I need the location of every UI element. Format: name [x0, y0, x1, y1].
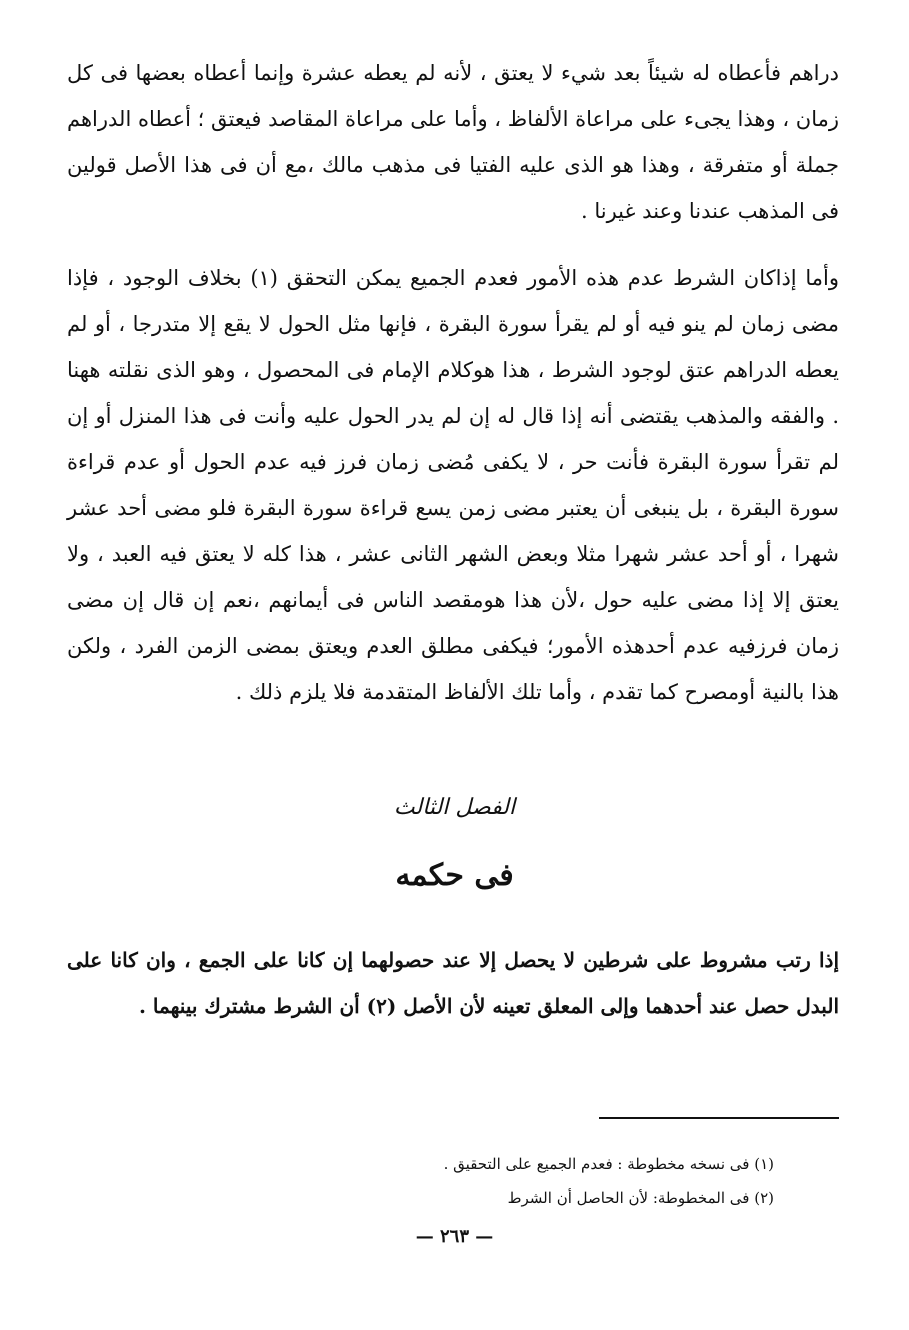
footnote-divider — [599, 1117, 839, 1119]
footnote-2: (٢) فى المخطوطة: لأن الحاصل أن الشرط — [507, 1189, 774, 1207]
rule-paragraph: إذا رتب مشروط على شرطين لا يحصل إلا عند حصولهما إن كانا على الجمع ، وان كانا على البدل حصل عند أحدهما وإلى المعلق تعينه لأن الأصل (٢) أن الشرط مشترك بينهما . — [67, 948, 839, 1018]
page-number: — ٢٦٣ — — [415, 1226, 494, 1247]
chapter-title: فى حكمه — [395, 858, 514, 893]
footnotes — [174, 1147, 774, 1215]
body-paragraph-1: دراهم فأعطاه له شيئاً بعد شيء لا يعتق ، لأنه لم يعطه عشرة وإنما أعطاه بعضها فى كل زمان ، وهذا يجىء على مراعاة الألفاظ ، وأما على مراعاة المقاصد فيعتق ؛ أعطاه الدراهم جملة أو متفرقة ، وهذا هو الذى عليه الفتيا فى مذهب مالك ،مع أن فى هذا الأصل قولين فى المذهب عندنا وعند غيرنا . — [67, 61, 839, 223]
chapter-label: الفصل الثالث — [393, 795, 516, 820]
footnote-1: (١) فى نسخه مخطوطة : فعدم الجميع على التحقيق . — [443, 1155, 774, 1173]
body-paragraph-2: وأما إذاكان الشرط عدم هذه الأمور فعدم الجميع يمكن التحقق (١) بخلاف الوجود ، فإذا مضى زمان لم ينو فيه أو لم يقرأ سورة البقرة ، فإنها مثل الحول لا يقع إلا متدرجا ، أو لم يعطه الدراهم عتق لوجود الشرط ، هذا هوكلام الإمام فى المحصول ، وهو الذى نقلته ههنا . والفقه والمذهب يقتضى أنه إذا قال له إن لم يدر الحول عليه وأنت فى هذا المنزل أو إن لم تقرأ سورة البقرة فأنت حر ، لا يكفى مُضى زمان فرز فيه عدم الحول أو عدم قراءة سورة البقرة ، بل ينبغى أن يعتبر مضى زمن يسع قراءة سورة البقرة فلو مضى أحد عشر شهرا ، أو أحد عشر شهرا مثلا وبعض الشهر الثانى عشر ، هذا كله لا يعتق فيه العبد ، ولا يعتق إلا إذا مضى عليه حول ،لأن هذا هومقصد الناس فى أيمانهم ،نعم إن قال إن مضى زمان فرزفيه عدم أحدهذه الأمور؛ فيكفى مطلق العدم ويعتق بمضى الزمن الفرد ، ولكن هذا بالنية أومصرح كما تقدم ، وأما تلك الألفاظ المتقدمة فلا يلزم ذلك . — [67, 266, 839, 704]
